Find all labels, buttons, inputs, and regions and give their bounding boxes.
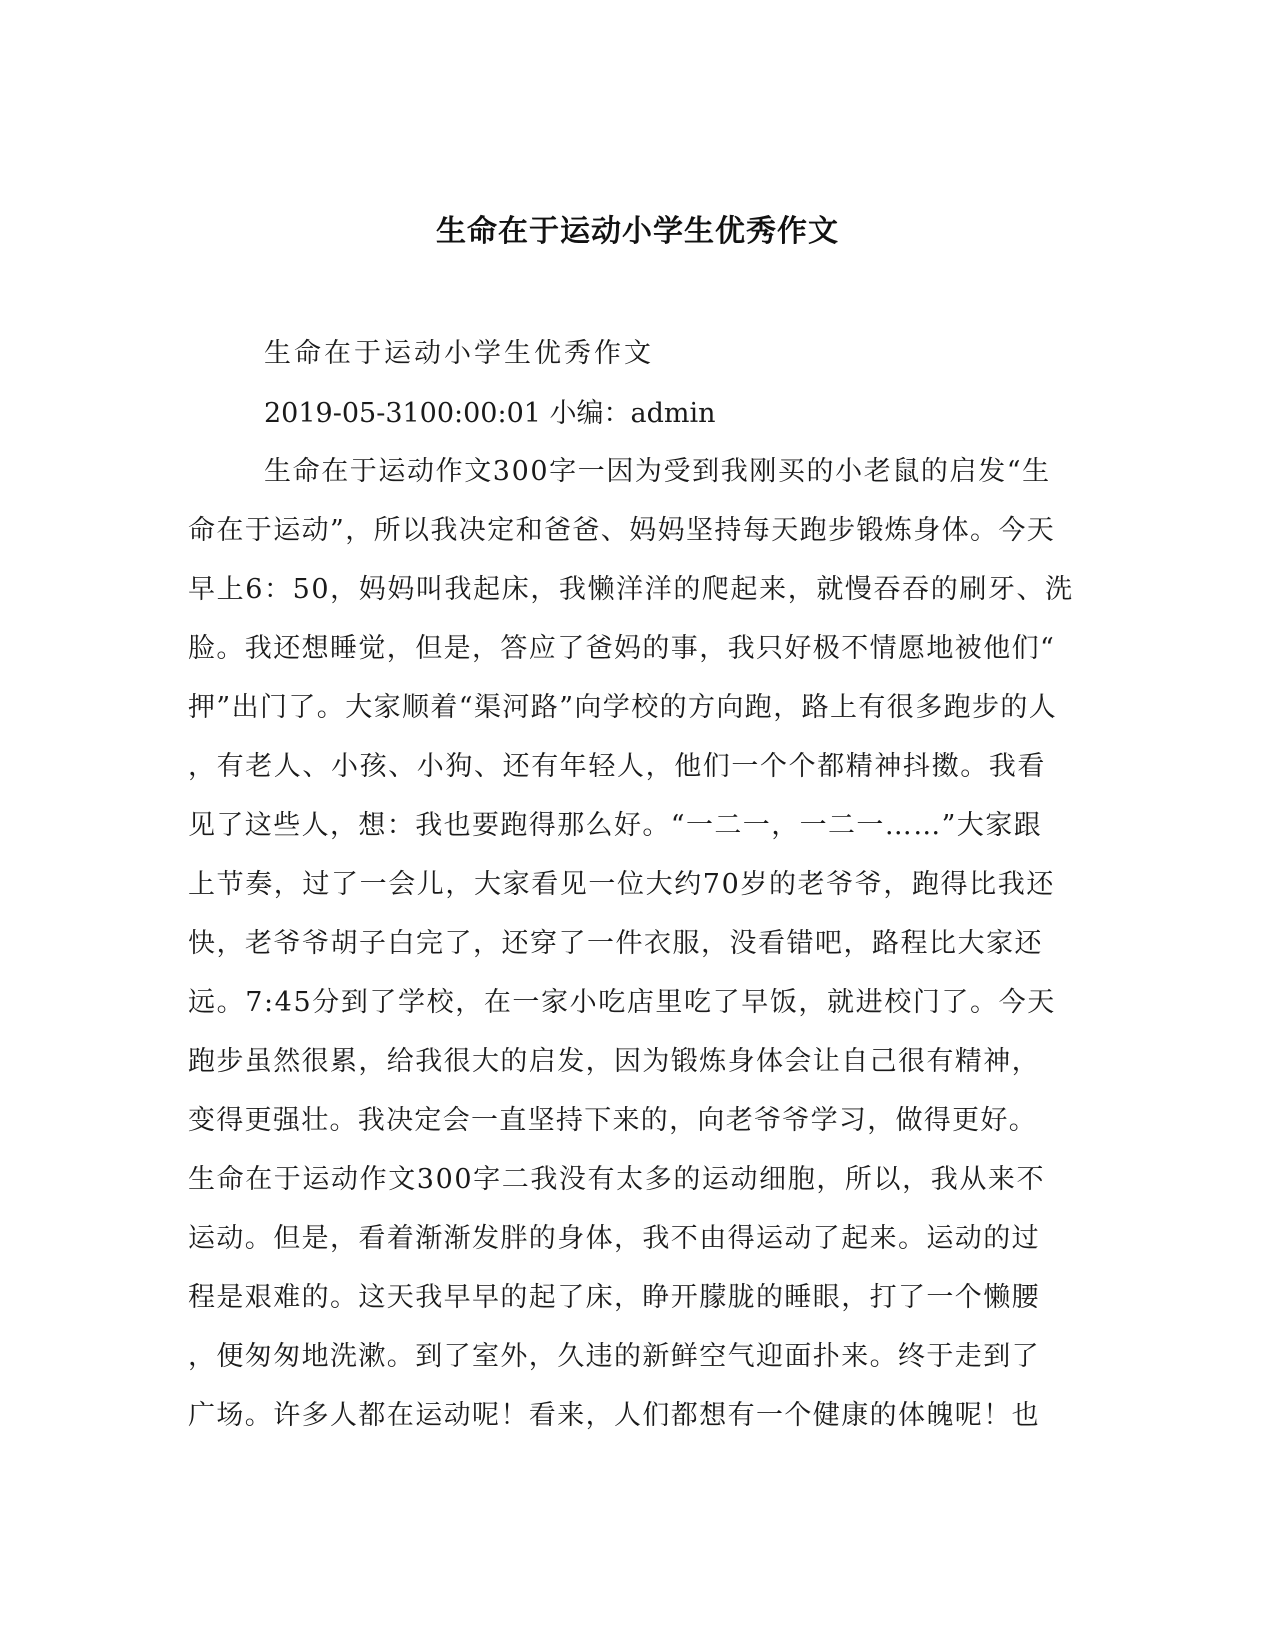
body-line: 远。7:45分到了学校，在一家小吃店里吃了早饭，就进校门了。今天 — [188, 987, 1056, 1018]
body-line: 程是艰难的。这天我早早的起了床，睁开朦胧的睡眼，打了一个懒腰 — [188, 1282, 1040, 1313]
body-line: 生命在于运动作文300字一因为受到我刚买的小老鼠的启发“生 — [264, 456, 1051, 487]
body-line: 早上6：50，妈妈叫我起床，我懒洋洋的爬起来，就慢吞吞的刷牙、洗 — [188, 574, 1074, 605]
body-line: 命在于运动”，所以我决定和爸爸、妈妈坚持每天跑步锻炼身体。今天 — [188, 515, 1056, 546]
body-line: 上节奏，过了一会儿，大家看见一位大约70岁的老爷爷，跑得比我还 — [188, 869, 1055, 900]
body-line: 脸。我还想睡觉，但是，答应了爸妈的事，我只好极不情愿地被他们“ — [188, 633, 1056, 664]
body-line: 跑步虽然很累，给我很大的启发，因为锻炼身体会让自己很有精神， — [188, 1046, 1040, 1077]
article-meta: 2019-05-3100:00:01 小编：admin — [264, 398, 716, 429]
body-line: ，便匆匆地洗漱。到了室外，久违的新鲜空气迎面扑来。终于走到了 — [188, 1341, 1040, 1372]
body-line: ，有老人、小孩、小狗、还有年轻人，他们一个个都精神抖擞。我看 — [188, 751, 1046, 782]
body-line: 快，老爷爷胡子白完了，还穿了一件衣服，没看错吧，路程比大家还 — [188, 928, 1043, 959]
body-line: 见了这些人，想：我也要跑得那么好。“一二一，一二一……”大家跟 — [188, 810, 1043, 841]
body-line: 运动。但是，看着渐渐发胖的身体，我不由得运动了起来。运动的过 — [188, 1223, 1040, 1254]
document-title: 生命在于运动小学生优秀作文 — [436, 214, 839, 249]
article-subtitle: 生命在于运动小学生优秀作文 — [264, 338, 654, 369]
body-line: 押”出门了。大家顺着“渠河路”向学校的方向跑，路上有很多跑步的人 — [188, 692, 1058, 723]
body-line: 广场。许多人都在运动呢！看来，人们都想有一个健康的体魄呢！也 — [188, 1400, 1040, 1431]
body-line: 生命在于运动作文300字二我没有太多的运动细胞，所以，我从来不 — [188, 1164, 1046, 1195]
body-line: 变得更强壮。我决定会一直坚持下来的，向老爷爷学习，做得更好。 — [188, 1105, 1037, 1136]
